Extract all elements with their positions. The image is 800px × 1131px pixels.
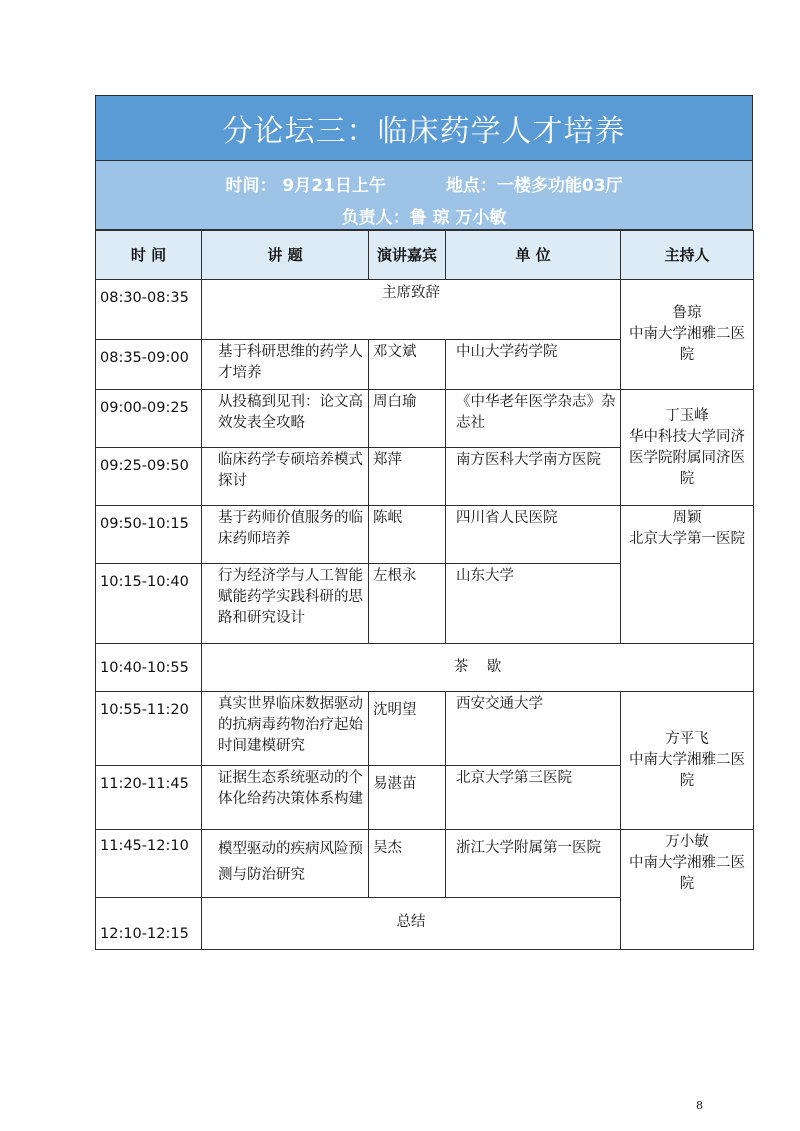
host-cell [621,692,754,830]
host-unit: 中南大学湘雅二医院 [629,326,745,363]
topic-cell: 真实世界临床数据驱动的抗病毒药物治疗起始时间建模研究 [202,692,369,766]
header-unit: 单 位 [446,231,621,280]
host-name: 丁玉峰 [665,407,709,424]
header-row [96,231,754,280]
host-cell [621,280,754,390]
topic-cell: 临床药学专硕培养模式探讨 [202,448,369,506]
host-unit: 中南大学湘雅二医院 [629,752,745,789]
host-name: 方平飞 [665,731,709,747]
time-cell: 10:55-11:20 [96,692,202,766]
session-place: 地点：一楼多功能03厅 [445,176,623,196]
schedule-table [95,230,754,950]
table-row [96,390,754,448]
topic-cell: 模型驱动的疾病风险预测与防治研究 [202,830,369,898]
header-host: 主持人 [621,231,754,280]
header-topic: 讲 题 [202,231,369,280]
host-unit: 北京大学第一医院 [629,531,745,547]
unit-cell: 中山大学药学院 [446,340,621,390]
session-time: 时间： 9月21日上午 [225,176,386,196]
header-speaker: 演讲嘉宾 [369,231,446,280]
host-cell [621,830,754,950]
topic-cell: 总结 [202,898,621,950]
time-cell: 08:35-09:00 [96,340,202,390]
speaker-cell: 郑萍 [369,448,446,506]
topic-cell: 从投稿到见刊：论文高效发表全攻略 [202,390,369,448]
header-time: 时 间 [96,231,202,280]
topic-cell: 证据生态系统驱动的个体化给药决策体系构建 [202,766,369,830]
forum-schedule [95,95,753,950]
time-cell: 12:10-12:15 [96,898,202,950]
session-leader: 负责人：鲁 琼 万小敏 [341,208,507,228]
time-cell: 11:20-11:45 [96,766,202,830]
host-unit: 中南大学湘雅二医院 [629,855,745,892]
topic-cell: 主席致辞 [202,280,621,340]
time-cell: 09:00-09:25 [96,390,202,448]
speaker-cell: 陈岷 [369,506,446,564]
speaker-cell: 吴杰 [369,830,446,898]
time-cell: 11:45-12:10 [96,830,202,898]
unit-cell: 浙江大学附属第一医院 [446,830,621,898]
table-row [96,692,754,766]
host-cell [621,390,754,506]
host-cell [621,506,754,644]
speaker-cell: 左根永 [369,564,446,644]
topic-cell: 行为经济学与人工智能赋能药学实践科研的思路和研究设计 [202,564,369,644]
time-cell: 09:50-10:15 [96,506,202,564]
unit-cell: 南方医科大学南方医院 [446,448,621,506]
host-name: 万小敏 [665,834,709,850]
info-band [95,161,753,230]
unit-cell: 西安交通大学 [446,692,621,766]
table-row [96,280,754,340]
table-row [96,830,754,898]
page-number: 8 [696,1099,703,1112]
speaker-cell: 邓文斌 [369,340,446,390]
forum-title: 分论坛三：临床药学人才培养 [222,114,626,149]
topic-cell: 基于科研思维的药学人才培养 [202,340,369,390]
time-cell: 10:15-10:40 [96,564,202,644]
speaker-cell: 沈明望 [369,692,446,766]
unit-cell: 四川省人民医院 [446,506,621,564]
time-cell: 09:25-09:50 [96,448,202,506]
unit-cell: 《中华老年医学杂志》杂志社 [446,390,621,448]
table-row [96,644,754,692]
topic-cell: 基于药师价值服务的临床药师培养 [202,506,369,564]
title-band [95,95,753,161]
unit-cell: 北京大学第三医院 [446,766,621,830]
host-unit: 华中科技大学同济医学院附属同济医院 [629,428,745,487]
host-name: 周颖 [672,510,702,526]
unit-cell: 山东大学 [446,564,621,644]
time-cell: 10:40-10:55 [96,644,202,692]
time-cell: 08:30-08:35 [96,280,202,340]
host-name: 鲁琼 [672,305,702,321]
table-row [96,506,754,564]
speaker-cell: 周白瑜 [369,390,446,448]
speaker-cell: 易湛苗 [369,766,446,830]
tea-break: 茶 歇 [202,644,754,692]
